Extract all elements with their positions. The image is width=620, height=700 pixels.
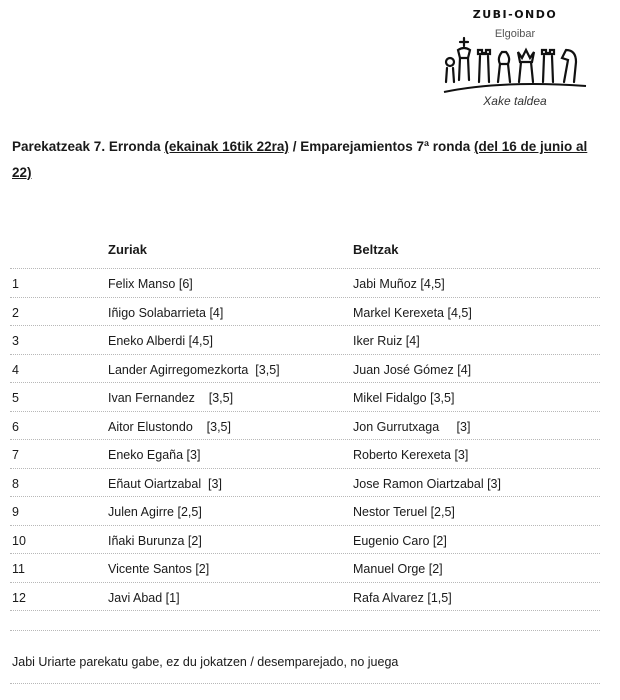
table-row xyxy=(10,496,600,525)
board-number: 5 xyxy=(12,391,19,405)
table-row xyxy=(10,439,600,468)
title-dates-es: (del 16 de junio al 22) xyxy=(12,139,588,180)
table-row xyxy=(10,553,600,582)
logo-subtitle: Elgoibar xyxy=(494,28,536,40)
title-round-es: / Emparejamientos 7ª ronda xyxy=(288,139,474,154)
board-number: 6 xyxy=(12,419,19,434)
title-dates-eu: (ekainak 16tik 22ra) xyxy=(164,139,289,154)
black-player: Iker Ruiz [4] xyxy=(353,334,420,348)
board-number: 3 xyxy=(12,334,19,348)
white-player: Julen Agirre [2,5] xyxy=(108,505,202,519)
white-player: Felix Manso [6] xyxy=(108,277,193,291)
white-player: Iñaki Burunza [2] xyxy=(108,533,202,548)
white-player: Eneko Alberdi [4,5] xyxy=(108,334,213,348)
table-row xyxy=(10,268,600,297)
board-number: 11 xyxy=(12,562,25,576)
black-player: Juan José Gómez [4] xyxy=(353,362,472,377)
black-player: Roberto Kerexeta [3] xyxy=(353,448,469,462)
logo-tagline: Xake taldea xyxy=(483,94,547,108)
header-black: Beltzak xyxy=(353,242,399,257)
white-player: Eñaut Oiartzabal [3] xyxy=(108,476,222,491)
white-player: Lander Agirregomezkorta [3,5] xyxy=(108,362,280,377)
header-white: Zuriak xyxy=(108,242,148,257)
white-player: Iñigo Solabarrieta [4] xyxy=(108,305,224,320)
white-player: Javi Abad [1] xyxy=(108,590,180,605)
black-player: Eugenio Caro [2] xyxy=(353,533,447,548)
chess-pieces-icon xyxy=(442,36,588,98)
white-player: Ivan Fernandez [3,5] xyxy=(108,391,234,405)
title-round: Parekatzeak 7. Erronda xyxy=(12,139,165,154)
black-player: Jon Gurrutxaga [3] xyxy=(353,419,471,434)
table-body xyxy=(10,268,600,611)
black-player: Rafa Alvarez [1,5] xyxy=(353,590,452,605)
board-number: 9 xyxy=(12,505,19,519)
white-player: Vicente Santos [2] xyxy=(108,562,210,576)
table-row xyxy=(10,411,600,440)
table-row xyxy=(10,354,600,383)
table-row xyxy=(10,297,600,326)
board-number: 10 xyxy=(12,533,26,548)
table-row xyxy=(10,582,600,612)
club-logo xyxy=(440,6,590,116)
board-number: 4 xyxy=(12,362,19,377)
bye-note-text: Jabi Uriarte parekatu gabe, ez du jokatzen / desemparejado, no juega xyxy=(12,655,399,669)
white-player: Eneko Egaña [3] xyxy=(108,448,201,462)
table-row xyxy=(10,525,600,554)
table-row xyxy=(10,468,600,497)
board-number: 2 xyxy=(12,305,19,320)
table-header xyxy=(10,230,600,268)
logo-title: ZUBI-ONDO xyxy=(472,8,558,21)
board-number: 1 xyxy=(12,277,19,291)
black-player: Mikel Fidalgo [3,5] xyxy=(353,391,455,405)
table-row xyxy=(10,382,600,411)
page-title xyxy=(12,134,602,186)
black-player: Nestor Teruel [2,5] xyxy=(353,505,455,519)
table-row xyxy=(10,325,600,354)
board-number: 7 xyxy=(12,448,19,462)
bye-note xyxy=(10,630,600,684)
black-player: Manuel Orge [2] xyxy=(353,562,443,576)
pairings-table xyxy=(10,230,600,611)
black-player: Jabi Muñoz [4,5] xyxy=(353,277,445,291)
black-player: Markel Kerexeta [4,5] xyxy=(353,305,472,320)
white-player: Aitor Elustondo [3,5] xyxy=(108,419,231,434)
board-number: 12 xyxy=(12,590,26,605)
board-number: 8 xyxy=(12,476,19,491)
black-player: Jose Ramon Oiartzabal [3] xyxy=(353,476,501,491)
